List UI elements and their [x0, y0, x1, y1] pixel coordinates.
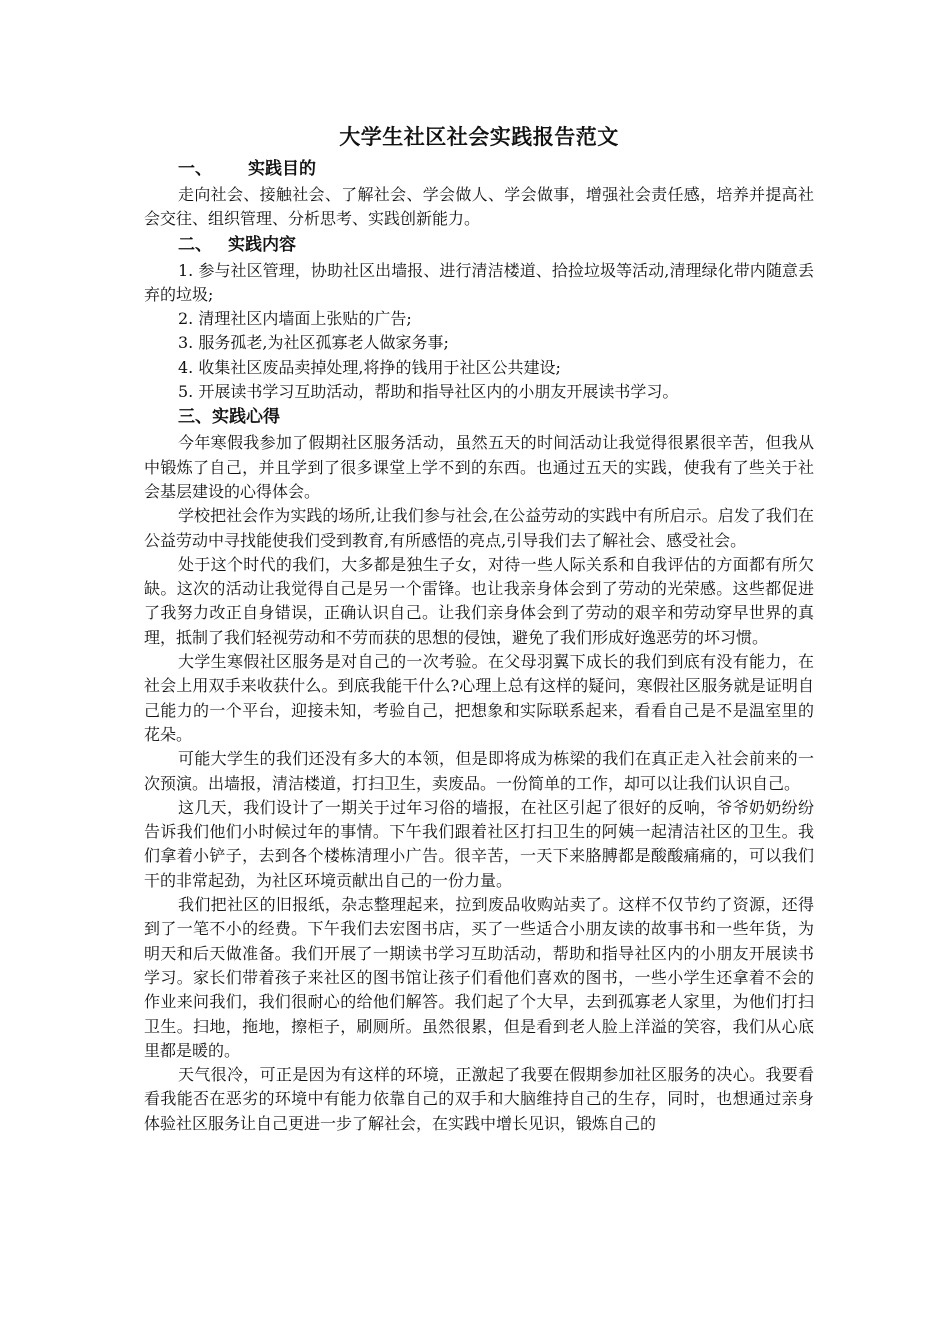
paragraph: 天气很冷，可正是因为有这样的环境，正激起了我要在假期参加社区服务的决心。我要看看我能否在恶劣的环境中有能力依靠自己的双手和大脑维持自己的生存，同时，也想通过亲身体验社区服务让自己更进一步了解社会，在实践中增长见识，锻炼自己的 — [144, 1065, 814, 1133]
document-title: 大学生社区社会实践报告范文 — [339, 124, 619, 149]
list-item: 3. 服务孤老,为社区孤寡老人做家务事; — [178, 333, 449, 353]
section-number: 二、 — [178, 234, 212, 255]
section-heading-content — [144, 232, 814, 259]
section-heading-purpose — [144, 156, 814, 183]
section-number: 一、 — [178, 159, 212, 179]
paragraph: 今年寒假我参加了假期社区服务活动，虽然五天的时间活动让我觉得很累很辛苦，但我从中锻炼了自己，并且学到了很多课堂上学不到的东西。也通过五天的实践，使我有了些关于社会基层建设的心得体会。 — [144, 433, 814, 501]
section-heading-reflection — [144, 404, 814, 431]
section-heading-text: 实践心得 — [212, 407, 280, 428]
paragraph: 学校把社会作为实践的场所,让我们参与社会,在公益劳动的实践中有所启示。启发了我们在公益劳动中寻找能使我们受到教育,有所感悟的亮点,引导我们去了解社会、感受社会。 — [144, 506, 814, 550]
list-item: 5. 开展读书学习互助活动，帮助和指导社区内的小朋友开展读书学习。 — [178, 382, 679, 402]
list-item: 2. 清理社区内墙面上张贴的广告; — [178, 309, 412, 329]
paragraph: 这几天，我们设计了一期关于过年习俗的墙报，在社区引起了很好的反响，爷爷奶奶纷纷告诉我们他们小时候过年的事情。下午我们跟着社区打扫卫生的阿姨一起清洁社区的卫生。我们拿着小铲子，去到各个楼栋清理小广告。很辛苦，一天下来胳膊都是酸酸痛痛的，可以我们干的非常起劲，为社区环境贡献出自己的一份力量。 — [144, 797, 814, 890]
paragraph: 可能大学生的我们还没有多大的本领，但是即将成为栋梁的我们在真正走入社会前来的一次预演。出墙报，清洁楼道，打扫卫生，卖废品。一份简单的工作，却可以让我们认识自己。 — [144, 749, 814, 793]
section-heading-text: 实践内容 — [228, 234, 296, 255]
list-item: 1. 参与社区管理，协助社区出墙报、进行清洁楼道、拾捡垃圾等活动,清理绿化带内随意丢弃的垃圾; — [144, 260, 814, 304]
list-item: 4. 收集社区废品卖掉处理,将挣的钱用于社区公共建设; — [178, 357, 561, 377]
paragraph: 我们把社区的旧报纸，杂志整理起来，拉到废品收购站卖了。这样不仅节约了资源，还得到了一笔不小的经费。下午我们去宏图书店，买了一些适合小朋友读的故事书和一些年货，为明天和后天做准备。我们开展了一期读书学习互助活动，帮助和指导社区内的小朋友开展读书学习。家长们带着孩子来社区的图书馆让孩子们看他们喜欢的图书，一些小学生还拿着不会的作业来问我们，我们很耐心的给他们解答。我们起了个大早，去到孤寡老人家里，为他们打扫卫生。扫地，拖地，擦柜子，刷厕所。虽然很累，但是看到老人脸上洋溢的笑容，我们从心底里都是暖的。 — [144, 895, 814, 1060]
paragraph: 大学生寒假社区服务是对自己的一次考验。在父母羽翼下成长的我们到底有没有能力，在社会上用双手来收获什么。到底我能干什么?心理上总有这样的疑问，寒假社区服务就是证明自己能力的一个平台，迎接未知，考验自己，把想象和实际联系起来，看看自己是不是温室里的花朵。 — [144, 652, 814, 744]
paragraph: 处于这个时代的我们，大多都是独生子女，对待一些人际关系和自我评估的方面都有所欠缺。这次的活动让我觉得自己是另一个雷锋。也让我亲身体会到了劳动的光荣感。这些都促进了我努力改正自身错误，正确认识自己。让我们亲身体会到了劳动的艰辛和劳动穿早世界的真理，抵制了我们轻视劳动和不劳而获的思想的侵蚀，避免了我们形成好逸恶劳的坏习惯。 — [144, 554, 814, 647]
section-number: 三、 — [178, 407, 212, 428]
paragraph: 走向社会、接触社会、了解社会、学会做人、学会做事，增强社会责任感，培养并提高社会交往、组织管理、分析思考、实践创新能力。 — [144, 185, 814, 229]
document-body — [144, 120, 814, 1136]
section-heading-text: 实践目的 — [248, 159, 316, 179]
